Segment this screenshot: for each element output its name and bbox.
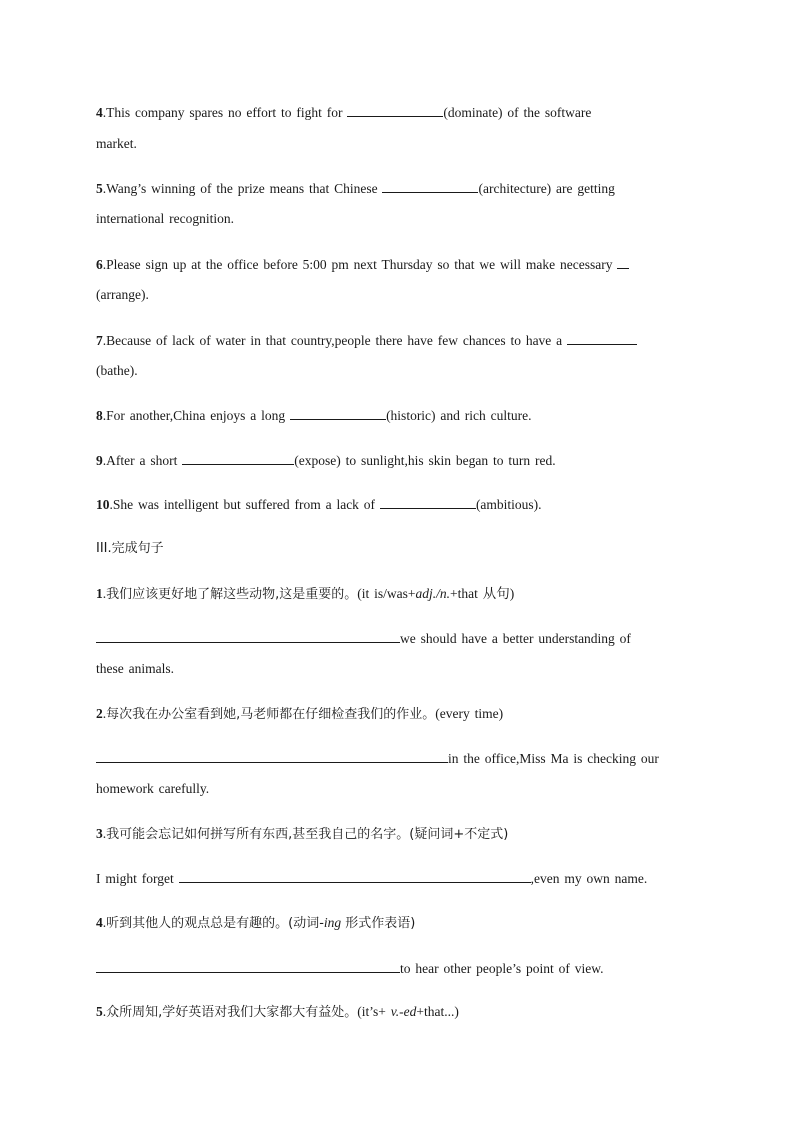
exercise-item-7: 7.Because of lack of water in that country,people there have few chances to have a <box>96 331 637 350</box>
answer-text-pre: I might forget <box>96 871 179 886</box>
item-text-pre: For another,China enjoys a long <box>106 408 291 423</box>
translation-answer-3 <box>96 869 647 888</box>
item-text-pre: Please sign up at the office before 5:00 pm next Thursday so that we will make necessary <box>106 257 618 272</box>
translation-item-1: 1.我们应该更好地了解这些动物,这是重要的。(it is/was+adj./n.+that 从句) <box>96 586 515 602</box>
translation-answer-2 <box>96 749 659 768</box>
answer-blank[interactable] <box>382 179 478 193</box>
item-text-pre: This company spares no effort to fight for <box>106 105 348 120</box>
item-number: 9 <box>96 453 103 468</box>
translation-answer-1 <box>96 629 631 648</box>
exercise-item-9: 9.After a short (expose) to sunlight,his skin began to turn red. <box>96 453 556 468</box>
item-number: 6 <box>96 257 103 272</box>
item-text-post: (dominate) of the software <box>443 105 592 120</box>
item-number: 5 <box>96 1004 103 1019</box>
item-text-post: (architecture) are getting <box>478 181 615 196</box>
item-number: 10 <box>96 497 110 512</box>
hint-italic: ing <box>323 915 342 930</box>
answer-blank[interactable] <box>96 959 400 973</box>
item-number: 8 <box>96 408 103 423</box>
item-number: 3 <box>96 826 103 841</box>
hint-italic: v.-ed <box>390 1004 417 1019</box>
answer-blank[interactable] <box>380 495 476 509</box>
hint-italic: adj./n. <box>415 586 451 601</box>
translation-answer-2-cont: homework carefully. <box>96 781 210 796</box>
item-text-pre: After a short <box>106 453 183 468</box>
item-number: 2 <box>96 706 103 721</box>
answer-text-post: we should have a better understanding of <box>400 631 631 646</box>
exercise-item-5-cont: international recognition. <box>96 211 234 226</box>
exercise-item-6-cont: (arrange). <box>96 287 149 302</box>
item-text-post: (ambitious). <box>475 497 542 512</box>
answer-blank[interactable] <box>617 255 629 269</box>
item-text-pre: She was intelligent but suffered from a lack of <box>112 497 380 512</box>
item-text-pre: Wang’s winning of the prize means that Chinese <box>106 181 383 196</box>
hint-pre: (it’s+ <box>357 1004 391 1019</box>
exercise-item-5: 5.Wang’s winning of the prize means that Chinese (architecture) are getting <box>96 181 615 196</box>
exercise-item-6: 6.Please sign up at the office before 5:00 pm next Thursday so that we will make necessary <box>96 255 629 274</box>
answer-text-post: ,even my own name. <box>530 871 648 886</box>
item-number: 7 <box>96 333 103 348</box>
hint-pre: (every time) <box>435 706 504 721</box>
exercise-item-10: 10.She was intelligent but suffered from a lack of (ambitious). <box>96 497 542 512</box>
answer-text-post: in the office,Miss Ma is checking our <box>448 751 659 766</box>
item-number: 4 <box>96 915 103 930</box>
answer-blank[interactable] <box>290 406 386 420</box>
chinese-sentence: 我可能会忘记如何拼写所有东西,甚至我自己的名字。 <box>106 827 410 842</box>
chinese-sentence: 听到其他人的观点总是有趣的。 <box>106 916 289 931</box>
translation-answer-1-cont: these animals. <box>96 661 174 676</box>
item-text-post: (expose) to sunlight,his skin began to turn red. <box>294 453 556 468</box>
translation-item-5: 5.众所周知,学好英语对我们大家都大有益处。(it’s+ v.-ed+that...) <box>96 1004 459 1020</box>
hint-pre: (疑问词+不定式) <box>409 827 509 842</box>
exercise-item-4: 4.This company spares no effort to fight for (dominate) of the software <box>96 105 592 120</box>
translation-answer-4 <box>96 959 603 978</box>
hint-pre: (it is/was+ <box>357 586 416 601</box>
hint-post: 形式作表语) <box>341 916 416 931</box>
hint-post: +that 从句) <box>450 586 515 601</box>
answer-blank[interactable] <box>96 629 400 643</box>
item-number: 5 <box>96 181 103 196</box>
item-text-pre: Because of lack of water in that country,people there have few chances to have a <box>106 333 568 348</box>
hint-pre: (动词- <box>288 916 324 931</box>
chinese-sentence: 每次我在办公室看到她,马老师都在仔细检查我们的作业。 <box>106 707 436 722</box>
hint-post: +that...) <box>416 1004 459 1019</box>
answer-blank[interactable] <box>179 869 531 883</box>
chinese-sentence: 众所周知,学好英语对我们大家都大有益处。 <box>106 1005 358 1020</box>
answer-text-post: to hear other people’s point of view. <box>400 961 604 976</box>
exercise-item-4-cont: market. <box>96 136 137 151</box>
translation-item-2: 2.每次我在办公室看到她,马老师都在仔细检查我们的作业。(every time) <box>96 706 504 722</box>
item-number: 1 <box>96 586 103 601</box>
item-number: 4 <box>96 105 103 120</box>
chinese-sentence: 我们应该更好地了解这些动物,这是重要的。 <box>106 587 358 602</box>
exercise-item-8: 8.For another,China enjoys a long (historic) and rich culture. <box>96 408 532 423</box>
translation-item-4: 4.听到其他人的观点总是有趣的。(动词-ing 形式作表语) <box>96 915 416 931</box>
exercise-item-7-cont: (bathe). <box>96 363 138 378</box>
section-title: III.完成句子 <box>96 541 164 556</box>
translation-item-3: 3.我可能会忘记如何拼写所有东西,甚至我自己的名字。(疑问词+不定式) <box>96 826 509 842</box>
answer-blank[interactable] <box>182 451 294 465</box>
item-text-post: (historic) and rich culture. <box>386 408 532 423</box>
answer-blank[interactable] <box>347 103 443 117</box>
answer-blank[interactable] <box>567 331 637 345</box>
answer-blank[interactable] <box>96 749 448 763</box>
